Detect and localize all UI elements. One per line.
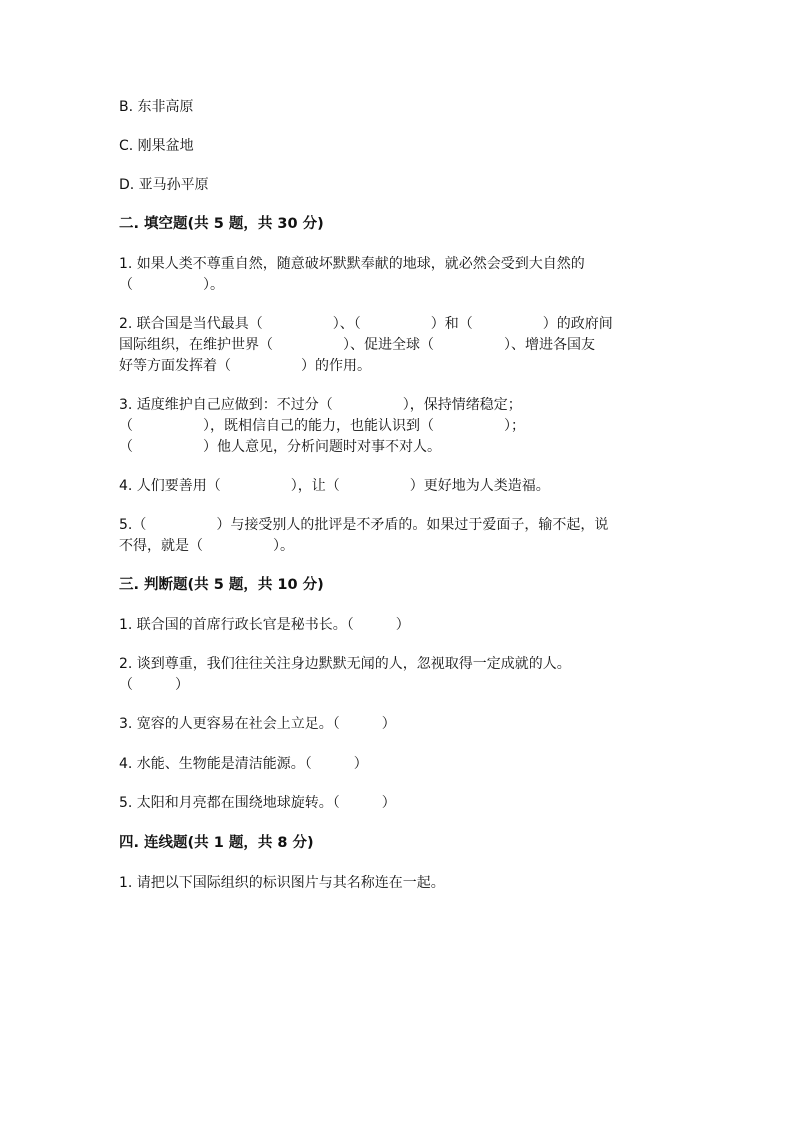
option-b: B. 东非高原 — [119, 99, 194, 115]
question-line: （ ）他人意见，分析问题时对事不对人。 — [119, 439, 441, 455]
question-judge-3 — [119, 714, 679, 735]
question-line: 4. 人们要善用（ ），让（ ）更好地为人类造福。 — [119, 478, 550, 494]
question-line: 5.（ ）与接受别人的批评是不矛盾的。如果过于爱面子，输不起，说 — [119, 517, 609, 533]
question-fill-5 — [119, 515, 679, 557]
question-line: 国际组织，在维护世界（ ）、促进全球（ ）、增进各国友 — [119, 337, 595, 353]
question-line: （ ）。 — [119, 277, 224, 293]
question-line: （ ），既相信自己的能力，也能认识到（ ）； — [119, 418, 525, 434]
question-judge-4 — [119, 754, 679, 775]
question-line: 好等方面发挥着（ ）的作用。 — [119, 358, 371, 374]
question-line: （ ） — [119, 677, 189, 693]
question-judge-5 — [119, 793, 679, 814]
option-d: D. 亚马孙平原 — [119, 177, 209, 193]
question-fill-3 — [119, 395, 679, 458]
question-fill-4 — [119, 476, 679, 497]
question-line: 3. 宽容的人更容易在社会上立足。（ ） — [119, 716, 396, 732]
question-fill-2 — [119, 314, 679, 377]
question-fill-1 — [119, 254, 679, 296]
question-line: 不得，就是（ ）。 — [119, 538, 294, 554]
question-line: 3. 适度维护自己应做到：不过分（ ），保持情绪稳定； — [119, 397, 522, 413]
section-title-judgement: 三. 判断题(共 5 题，共 10 分) — [119, 577, 324, 593]
question-judge-2 — [119, 654, 679, 696]
question-line: 1. 联合国的首席行政长官是秘书长。（ ） — [119, 617, 410, 633]
section-title-matching: 四. 连线题(共 1 题，共 8 分) — [119, 835, 314, 851]
question-line: 2. 联合国是当代最具（ ）、（ ）和（ ）的政府间 — [119, 316, 613, 332]
question-match-1 — [119, 873, 679, 894]
question-line: 4. 水能、生物能是清洁能源。（ ） — [119, 756, 368, 772]
question-line: 5. 太阳和月亮都在围绕地球旋转。（ ） — [119, 795, 396, 811]
question-line: 1. 请把以下国际组织的标识图片与其名称连在一起。 — [119, 875, 445, 891]
question-line: 1. 如果人类不尊重自然，随意破坏默默奉献的地球，就必然会受到大自然的 — [119, 256, 585, 272]
section-title-fill-blank: 二. 填空题(共 5 题，共 30 分) — [119, 216, 324, 232]
question-judge-1 — [119, 615, 679, 636]
question-line: 2. 谈到尊重，我们往往关注身边默默无闻的人，忽视取得一定成就的人。 — [119, 656, 571, 672]
option-c: C. 刚果盆地 — [119, 138, 194, 154]
